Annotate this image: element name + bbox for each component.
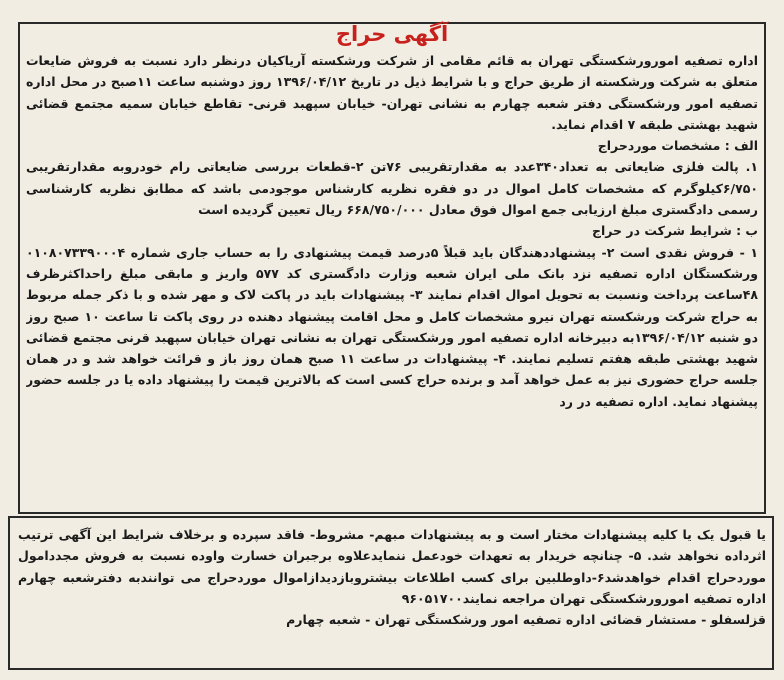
section-a-heading: الف : مشخصات موردحراج [597,138,758,154]
notice-intro: اداره تصفیه امورورشکستگی تهران به قائم مقامی از شرکت ورشکسته آریاکیان درنظر دارد نسبت به فروش ضایعات متعلق به شرکت ورشکسته از طریق حراج و با شرایط ذیل در تاریخ ۱۳۹۶/۰۴/۱۲ روز دوشنبه ساعت ۱۱صبح در محل اداره تصفیه امور ورشکستگی دفتر شعبه چهارم به نشانی تهران- خیابان سپهبد قرنی- تقاطع خیابان سمیه مجتمع قضائی شهید بهشتی طبقه ۷ اقدام نماید. [26,53,758,132]
notice-continuation [18,524,766,664]
section-b-heading: ب : شرایط شرکت در حراج [591,223,758,239]
continuation-text: یا قبول یک یا کلیه پیشنهادات مختار است و به پیشنهادات مبهم- مشروط- فاقد سپرده و برخلاف شرایط این آگهی ترتیب اثرداده نخواهد شد. ۵- چنانچه خریدار به تعهدات خودعمل ننمایدعلاوه برجبران خسارت واوده نسبت به فروش مجددامول موردحراج اقدام خواهدشد۶-داوطلبین برای کسب اطلاعات بیشتروبازدیدازاموال موردحراج می توانندبه دفترشعبه چهارم اداره تصفیه امورورشکستگی تهران مراجعه نمایند۹۶۰۵۱۷۰۰ [18,527,766,606]
notice-body [26,50,758,512]
section-b-conditions: ۱ - فروش نقدی است ۲- پیشنهاددهندگان باید قبلاً ۵درصد قیمت پیشنهادی را به حساب جاری شماره ۰۱۰۸۰۷۳۳۹۰۰۰۴ ورشکستگان اداره تصفیه نزد بانک ملی ایران شعبه وزارت دادگستری کد ۵۷۷ واریز و مابقی مبلغ راحداکثرظرف ۴۸ساعت پرداخت ونسبت به تحویل اموال اقدام نمایند ۳- پیشنهادات باید در پاکت لاک و مهر شده و با ذکر جمله مربوط به حراج شرکت ورشکسته تهران نیرو مشخصات کامل و محل اقامت پیشنهاد دهنده در روی پاکت تا ساعت ۱۰ صبح روز دو شنبه ۱۳۹۶/۰۴/۱۲به دبیرخانه اداره تصفیه امور ورشکستگی تهران به نشانی تهران خیابان سپهبد قرنی مجتمع قضائی شهید بهشتی طبقه هفتم تسلیم نمایند. ۴- پیشنهادات در ساعت ۱۱ صبح همان روز باز و قرائت خواهد شد و در همان جلسه حراج حضوری نیز به عمل خواهد آمد و برنده حراج کسی است که بالاترین قیمت را پیشنهاد داده یا در جلسه حضور پیشنهاد نماید. اداره تصفیه در رد [26,244,758,409]
notice-title: آگهی حراج [335,22,449,46]
signature-line: قزلسفلو - مستشار قضائی اداره تصفیه امور ورشکستگی تهران - شعبه چهارم [286,612,766,628]
section-a-item-1: ۱. پالت فلزی ضایعاتی به تعداد۳۴۰عدد به مقدارتقریبی ۷۶تن ۲-قطعات بررسی ضایعاتی رام خودروبه مقدارتقریبی ۶/۷۵۰کیلوگرم که مشخصات کامل اموال در دو فقره نظریه کارشناس موجودمی باشد که مطابق نظریه کارشناسی رسمی دادگستری مبلغ ارزیابی جمع اموال فوق معادل ۶۶۸/۷۵۰/۰۰۰ ریال تعیین گردیده است [26,159,758,218]
